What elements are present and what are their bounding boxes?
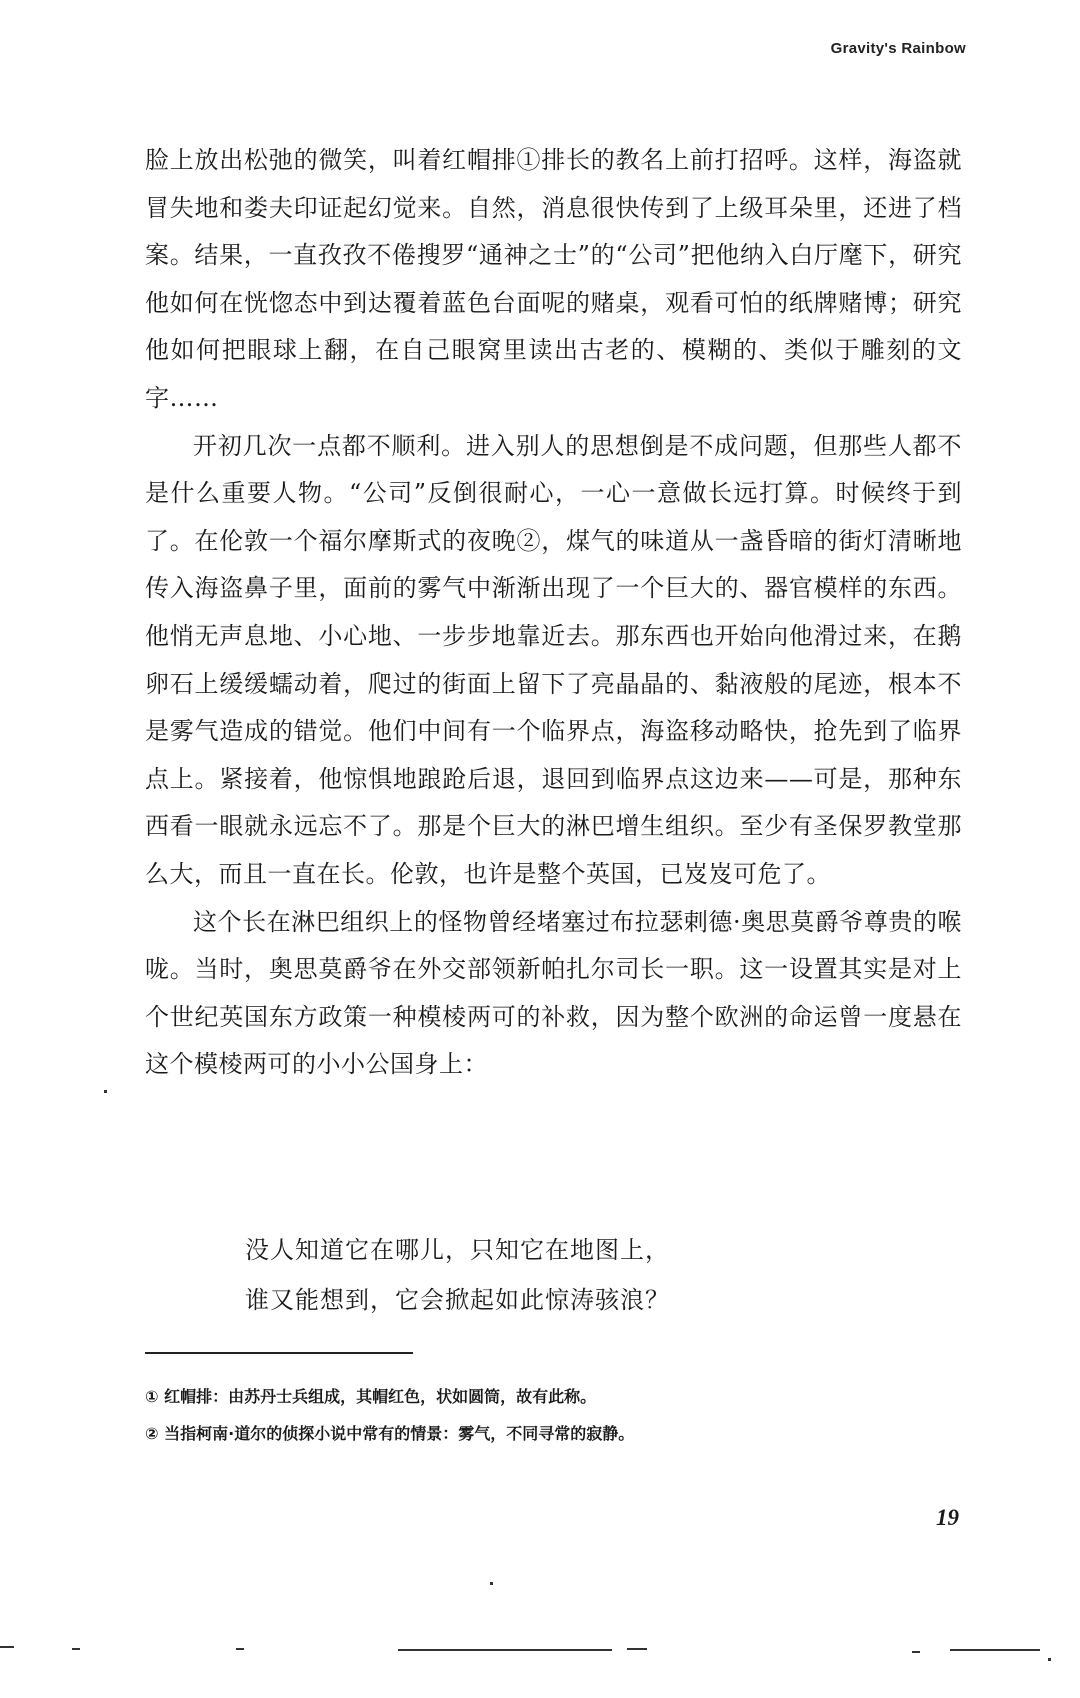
scan-mark — [398, 1649, 612, 1651]
footnote-1: ① 红帽排：由苏丹士兵组成，其帽红色，状如圆筒，故有此称。 — [145, 1387, 597, 1406]
paragraph-2: 开初几次一点都不顺利。进入别人的思想倒是不成问题，但那些人都不是什么重要人物。“公司”反倒很耐心，一心一意做长远打算。时候终于到了。在伦敦一个福尔摩斯式的夜晚②，煤气的味道从一盏昏暗的街灯清晰地传入海盗鼻子里，面前的雾气中渐渐出现了一个巨大的、器官模样的东西。他悄无声息地、小心地、一步步地靠近去。那东西也开始向他滑过来，在鹅卵石上缓缓蠕动着，爬过的街面上留下了亮晶晶的、黏液般的尾迹，根本不是雾气造成的错觉。他们中间有一个临界点，海盗移动略快，抢先到了临界点上。紧接着，他惊惧地踉跄后退，退回到临界点这边来——可是，那种东西看一眼就永远忘不了。那是个巨大的淋巴增生组织。至少有圣保罗教堂那么大，而且一直在长。伦敦，也许是整个英国，已岌岌可危了。 — [145, 431, 962, 888]
footnotes — [145, 1378, 965, 1452]
scan-speck — [490, 1582, 493, 1585]
scan-mark — [627, 1648, 647, 1650]
scan-mark — [950, 1649, 1040, 1651]
scan-mark — [0, 1646, 14, 1648]
scan-mark — [236, 1648, 244, 1650]
main-text — [145, 137, 962, 1089]
paragraph-3: 这个长在淋巴组织上的怪物曾经堵塞过布拉瑟剌德·奥思莫爵爷尊贵的喉咙。当时，奥思莫爵爷在外交部领新帕扎尔司长一职。这一设置其实是对上个世纪英国东方政策一种模棱两可的补救，因为整个欧洲的命运曾一度悬在这个模棱两可的小小公国身上： — [145, 907, 962, 1079]
verse-line-1: 没人知道它在哪儿，只知它在地图上， — [245, 1236, 670, 1264]
verse-line-2: 谁又能想到，它会掀起如此惊涛骇浪？ — [245, 1286, 670, 1314]
running-header: Gravity's Rainbow — [830, 40, 966, 57]
scan-mark — [72, 1648, 80, 1650]
page-number: 19 — [936, 1505, 959, 1530]
footnote-2: ② 当指柯南·道尔的侦探小说中常有的情景：雾气，不同寻常的寂静。 — [145, 1424, 635, 1443]
verse-quote — [245, 1225, 945, 1325]
scan-mark — [912, 1651, 920, 1653]
footnote-divider — [145, 1352, 413, 1354]
paragraph-1: 脸上放出松弛的微笑，叫着红帽排①排长的教名上前打招呼。这样，海盗就冒失地和娄夫印证起幻觉来。自然，消息很快传到了上级耳朵里，还进了档案。结果，一直孜孜不倦搜罗“通神之士”的“公司”把他纳入白厅麾下，研究他如何在恍惚态中到达覆着蓝色台面呢的赌桌，观看可怕的纸牌赌博；研究他如何把眼球上翻，在自己眼窝里读出古老的、模糊的、类似于雕刻的文字…… — [145, 146, 962, 412]
scan-speck — [1048, 1658, 1051, 1661]
scan-speck — [104, 1090, 107, 1093]
